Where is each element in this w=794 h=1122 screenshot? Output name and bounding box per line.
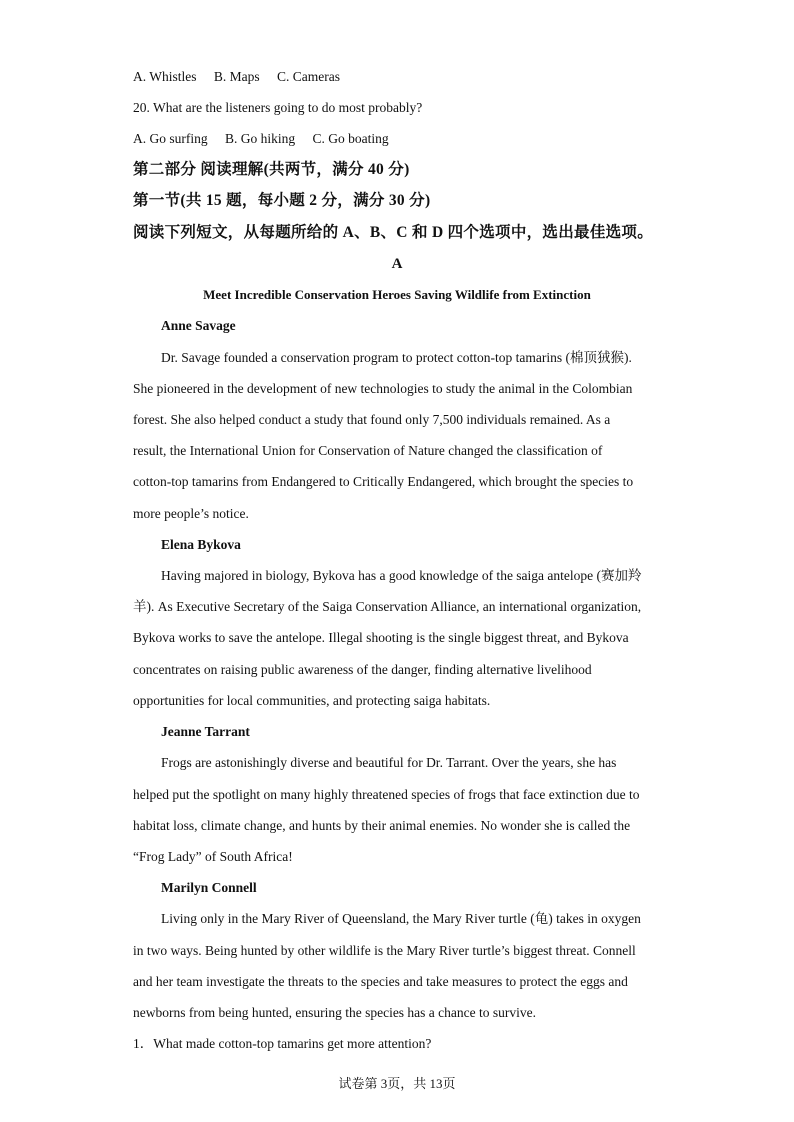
page-footer: 试卷第 3页，共 13页	[338, 1076, 456, 1091]
paragraph-line: Living only in the Mary River of Queensland, the Mary River turtle (龟) takes in oxygen	[161, 911, 641, 926]
paragraph-line: “Frog Lady” of South Africa!	[133, 849, 293, 864]
paragraph-line: cotton-top tamarins from Endangered to Critically Endangered, which brought the species to	[133, 474, 634, 489]
q20-stem: 20. What are the listeners going to do most probably?	[133, 100, 423, 115]
q19-option-c[interactable]: C. Cameras	[277, 69, 341, 84]
q20-option-c[interactable]: C. Go boating	[312, 131, 389, 146]
section1-title: 第一节(共 15 题，每小题 2 分，满分 30 分)	[133, 192, 431, 209]
question-1: 1．What made cotton-top tamarins get more attention?	[133, 1036, 432, 1051]
q20-option-b[interactable]: B. Go hiking	[225, 131, 296, 146]
paragraph-line: 羊). As Executive Secretary of the Saiga Conservation Alliance, an international organization,	[133, 599, 642, 614]
paragraph-line: concentrates on raising public awareness of the danger, finding alternative livelihood	[133, 662, 592, 677]
q20-options	[133, 129, 663, 149]
q20-option-a[interactable]: A. Go surfing	[133, 131, 208, 146]
paragraph-line: habitat loss, climate change, and hunts by their animal enemies. No wonder she is called the	[133, 818, 631, 833]
q19-option-b[interactable]: B. Maps	[213, 69, 260, 84]
hero-name-bykova: Elena Bykova	[161, 537, 241, 552]
paragraph-line: She pioneered in the development of new technologies to study the animal in the Colombian	[133, 381, 633, 396]
q19-options	[133, 67, 663, 87]
hero-name-connell: Marilyn Connell	[161, 880, 257, 895]
hero-name-savage: Anne Savage	[161, 318, 236, 333]
passage-title: Meet Incredible Conservation Heroes Saving Wildlife from Extinction	[203, 287, 591, 302]
paragraph-line: helped put the spotlight on many highly threatened species of frogs that face extinction due to	[133, 787, 640, 802]
passage-letter: A	[391, 256, 403, 272]
paragraph-line: Bykova works to save the antelope. Illegal shooting is the single biggest threat, and Bykova	[133, 630, 629, 645]
paragraph-line: Having majored in biology, Bykova has a good knowledge of the saiga antelope (赛加羚	[161, 568, 642, 583]
paragraph-line: and her team investigate the threats to the species and take measures to protect the eggs and	[133, 974, 628, 989]
paragraph-line: Dr. Savage founded a conservation program to protect cotton-top tamarins (棉顶狨猴).	[161, 350, 632, 365]
instruction: 阅读下列短文，从每题所给的 A、B、C 和 D 四个选项中，选出最佳选项。	[133, 224, 654, 241]
paragraph-line: opportunities for local communities, and protecting saiga habitats.	[133, 693, 491, 708]
hero-name-tarrant: Jeanne Tarrant	[161, 724, 250, 739]
part2-title: 第二部分 阅读理解(共两节，满分 40 分)	[133, 161, 410, 178]
paragraph-line: more people’s notice.	[133, 506, 249, 521]
paragraph-line: Frogs are astonishingly diverse and beautiful for Dr. Tarrant. Over the years, she has	[161, 755, 617, 770]
paragraph-line: result, the International Union for Conservation of Nature changed the classification of	[133, 443, 603, 458]
paragraph-line: forest. She also helped conduct a study that found only 7,500 individuals remained. As a	[133, 412, 611, 427]
paragraph-line: in two ways. Being hunted by other wildlife is the Mary River turtle’s biggest threat. Connell	[133, 943, 636, 958]
paragraph-line: newborns from being hunted, ensuring the species has a chance to survive.	[133, 1005, 537, 1020]
q19-option-a[interactable]: A. Whistles	[133, 69, 197, 84]
